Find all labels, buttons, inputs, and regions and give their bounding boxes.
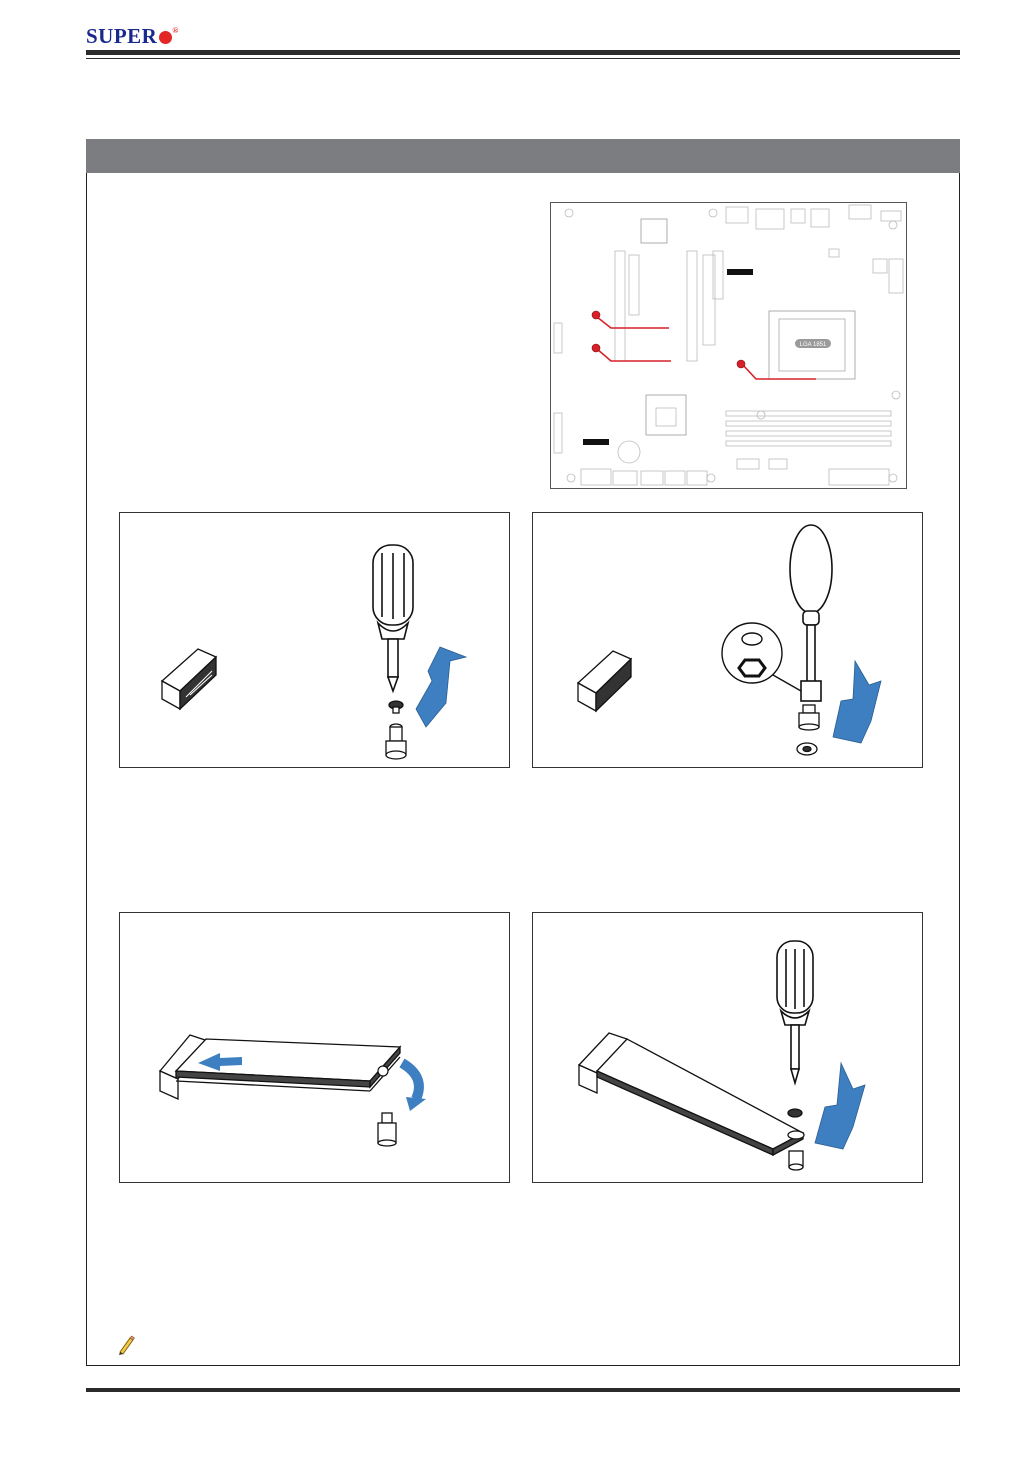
section-title-bar [86, 139, 960, 173]
step-remove-standoff-illustration [532, 512, 923, 768]
step3-svg [120, 913, 509, 1182]
motherboard-layout-diagram [550, 202, 907, 489]
pencil-icon [116, 1334, 136, 1356]
footer-rule [86, 1388, 960, 1392]
step-insert-card-illustration [119, 912, 510, 1183]
step-secure-card-illustration [532, 912, 923, 1183]
step4-svg [533, 913, 922, 1182]
step2-svg [533, 513, 922, 767]
curved-arrow-icon [406, 1097, 426, 1111]
cpu-socket-label: LGA 1851 [799, 342, 827, 348]
header-rule-thick [86, 50, 960, 55]
supermicro-logo [86, 24, 179, 49]
step1-svg [120, 513, 509, 767]
logo-registered-mark: ® [172, 26, 179, 35]
m2-standoff-callout-2 [592, 344, 600, 352]
arrow-down-icon [815, 1063, 865, 1149]
arrow-down-icon [833, 661, 881, 743]
logo-dot [159, 31, 172, 44]
m2-standoff-callout-3 [737, 360, 745, 368]
logo-text: SUPER [86, 24, 158, 48]
step-remove-screw-illustration [119, 512, 510, 768]
arrow-up-icon [416, 647, 466, 727]
header-rule-thin [86, 58, 960, 59]
motherboard-svg [551, 203, 906, 488]
m2-standoff-callout-1 [592, 311, 600, 319]
